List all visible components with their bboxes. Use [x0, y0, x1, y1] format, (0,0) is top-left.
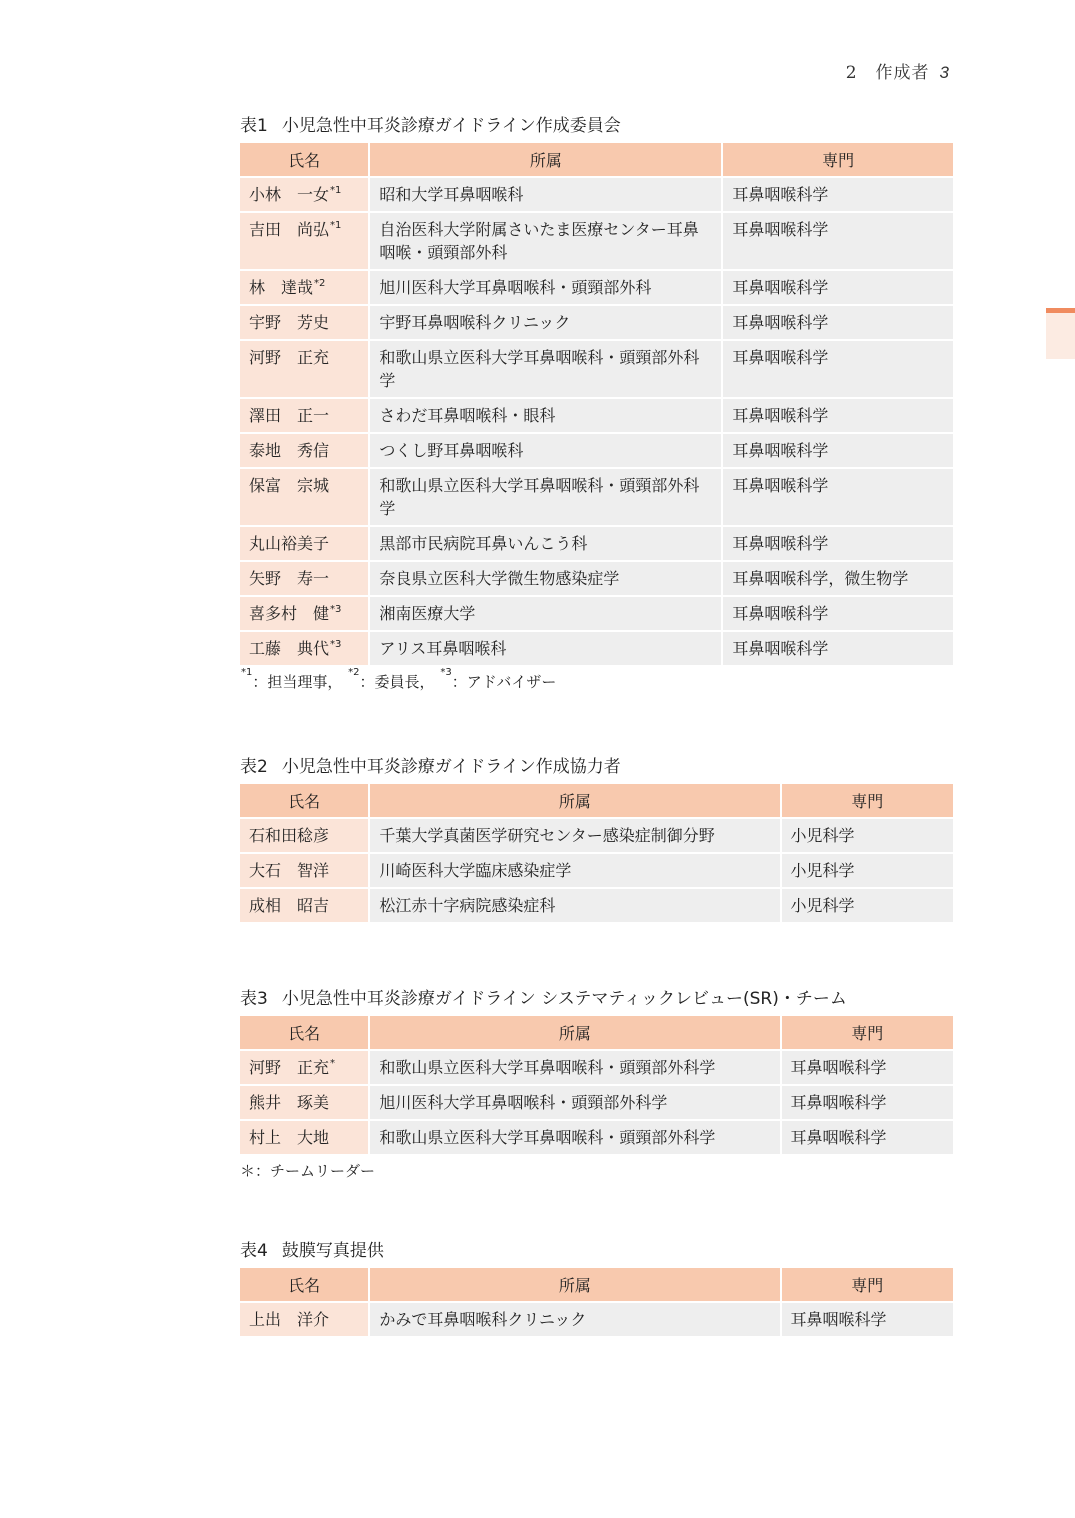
affiliation-cell: 旭川医科大学耳鼻咽喉科・頭頸部外科 — [370, 271, 721, 306]
member-name: 河野 正充 — [249, 1058, 330, 1077]
table-row — [240, 178, 953, 213]
specialty-cell: 耳鼻咽喉科学 — [723, 597, 953, 632]
member-name: 矢野 寿一 — [249, 569, 330, 588]
name-cell — [240, 341, 368, 399]
column-header: 所属 — [370, 784, 779, 819]
table-3-block — [240, 986, 953, 1181]
affiliation-cell: 黒部市民病院耳鼻いんこう科 — [370, 527, 721, 562]
column-header: 所属 — [370, 1268, 779, 1303]
specialty-cell: 耳鼻咽喉科学 — [782, 1121, 954, 1156]
member-name: 河野 正充 — [249, 348, 330, 367]
specialty-cell: 耳鼻咽喉科学 — [723, 632, 953, 667]
table-row — [240, 213, 953, 271]
specialty-cell: 耳鼻咽喉科学 — [723, 527, 953, 562]
table-title — [240, 754, 953, 780]
specialty-cell: 耳鼻咽喉科学 — [723, 306, 953, 341]
affiliation-cell: かみで耳鼻咽喉科クリニック — [370, 1303, 779, 1338]
specialty-cell: 耳鼻咽喉科学 — [723, 271, 953, 306]
header-row — [240, 1016, 953, 1051]
data-table — [238, 143, 955, 667]
specialty-cell: 耳鼻咽喉科学 — [782, 1086, 954, 1121]
affiliation-cell: さわだ耳鼻咽喉科・眼科 — [370, 399, 721, 434]
member-name: 小林 一女 — [249, 185, 330, 204]
chapter-tab — [1046, 313, 1075, 359]
table-row — [240, 597, 953, 632]
specialty-cell: 小児科学 — [782, 889, 954, 924]
name-cell — [240, 854, 368, 889]
role-marker: * — [330, 1058, 336, 1069]
table-row — [240, 819, 953, 854]
member-name: 吉田 尚弘 — [249, 220, 330, 239]
affiliation-cell: 和歌山県立医科大学耳鼻咽喉科・頭頸部外科学 — [370, 469, 721, 527]
affiliation-cell: 自治医科大学附属さいたま医療センター耳鼻咽喉・頭頸部外科 — [370, 213, 721, 271]
member-name: 林 達哉 — [249, 278, 314, 297]
page-number: 3 — [939, 63, 950, 82]
column-header: 所属 — [370, 1016, 779, 1051]
column-header: 専門 — [723, 143, 953, 178]
table-title-text: 鼓膜写真提供 — [281, 1241, 384, 1261]
role-marker: *1 — [330, 185, 342, 196]
header-row — [240, 784, 953, 819]
name-cell — [240, 1121, 368, 1156]
name-cell — [240, 469, 368, 527]
footnote-text: ：アドバイザー — [451, 673, 557, 691]
table-row — [240, 341, 953, 399]
specialty-cell: 耳鼻咽喉科学 — [723, 469, 953, 527]
member-name: 上出 洋介 — [249, 1310, 330, 1329]
table-row — [240, 399, 953, 434]
column-header: 氏名 — [240, 1268, 368, 1303]
table-title-text: 小児急性中耳炎診療ガイドライン作成委員会 — [281, 116, 621, 136]
name-cell — [240, 527, 368, 562]
affiliation-cell: アリス耳鼻咽喉科 — [370, 632, 721, 667]
specialty-cell: 耳鼻咽喉科学 — [723, 399, 953, 434]
page-header — [846, 58, 950, 83]
table-footnote — [240, 667, 953, 692]
table-row — [240, 469, 953, 527]
table-row — [240, 434, 953, 469]
name-cell — [240, 632, 368, 667]
specialty-cell: 小児科学 — [782, 819, 954, 854]
member-name: 喜多村 健 — [249, 604, 330, 623]
table-row — [240, 854, 953, 889]
member-name: 工藤 典代 — [249, 639, 330, 658]
affiliation-cell: 湘南医療大学 — [370, 597, 721, 632]
table-2-block — [240, 754, 953, 924]
table-1-block — [240, 113, 953, 692]
table-row — [240, 306, 953, 341]
header-section: 2 作成者 — [845, 63, 930, 83]
member-name: 澤田 正一 — [249, 406, 330, 425]
column-header: 専門 — [782, 784, 954, 819]
specialty-cell: 耳鼻咽喉科学 — [723, 178, 953, 213]
table-title — [240, 1238, 953, 1264]
table-row — [240, 1086, 953, 1121]
table-title — [240, 113, 953, 139]
footnote-marker: *3 — [440, 667, 452, 678]
affiliation-cell: 昭和大学耳鼻咽喉科 — [370, 178, 721, 213]
member-name: 大石 智洋 — [249, 861, 330, 880]
member-name: 熊井 琢美 — [249, 1093, 330, 1112]
member-name: 成相 昭吉 — [249, 896, 330, 915]
column-header: 所属 — [370, 143, 721, 178]
footnote-marker: *1 — [241, 667, 253, 678]
table-footnote — [240, 1160, 953, 1181]
table-row — [240, 632, 953, 667]
name-cell — [240, 1086, 368, 1121]
member-name: 宇野 芳史 — [249, 313, 330, 332]
data-table — [238, 784, 955, 924]
name-cell — [240, 1051, 368, 1086]
footnote-marker: *2 — [348, 667, 360, 678]
column-header: 氏名 — [240, 784, 368, 819]
name-cell — [240, 889, 368, 924]
affiliation-cell: 川崎医科大学臨床感染症学 — [370, 854, 779, 889]
affiliation-cell: 松江赤十字病院感染症科 — [370, 889, 779, 924]
table-row — [240, 1051, 953, 1086]
name-cell — [240, 597, 368, 632]
specialty-cell: 耳鼻咽喉科学 — [723, 434, 953, 469]
table-title-text: 小児急性中耳炎診療ガイドライン システマティックレビュー(SR)・チーム — [281, 989, 847, 1009]
name-cell — [240, 306, 368, 341]
table-title-text: 小児急性中耳炎診療ガイドライン作成協力者 — [281, 757, 621, 777]
member-name: 泰地 秀信 — [249, 441, 330, 460]
data-table — [238, 1016, 955, 1156]
table-row — [240, 562, 953, 597]
specialty-cell: 耳鼻咽喉科学 — [723, 341, 953, 399]
name-cell — [240, 1303, 368, 1338]
name-cell — [240, 819, 368, 854]
member-name: 石和田稔彦 — [249, 826, 330, 845]
table-number: 表4 — [240, 1241, 268, 1261]
affiliation-cell: つくし野耳鼻咽喉科 — [370, 434, 721, 469]
role-marker: *3 — [330, 604, 342, 615]
table-row — [240, 527, 953, 562]
affiliation-cell: 旭川医科大学耳鼻咽喉科・頭頸部外科学 — [370, 1086, 779, 1121]
name-cell — [240, 562, 368, 597]
table-row — [240, 271, 953, 306]
role-marker: *1 — [330, 220, 342, 231]
member-name: 村上 大地 — [249, 1128, 330, 1147]
affiliation-cell: 宇野耳鼻咽喉科クリニック — [370, 306, 721, 341]
table-number: 表3 — [240, 989, 268, 1009]
specialty-cell: 耳鼻咽喉科学 — [782, 1303, 954, 1338]
specialty-cell: 小児科学 — [782, 854, 954, 889]
name-cell — [240, 213, 368, 271]
column-header: 氏名 — [240, 143, 368, 178]
header-row — [240, 1268, 953, 1303]
table-row — [240, 1121, 953, 1156]
column-header: 専門 — [782, 1016, 954, 1051]
column-header: 氏名 — [240, 1016, 368, 1051]
footnote-text: ：担当理事， — [252, 673, 343, 691]
footnote-text: ：委員長， — [359, 673, 435, 691]
name-cell — [240, 178, 368, 213]
table-number: 表1 — [240, 116, 268, 136]
role-marker: *2 — [314, 278, 326, 289]
affiliation-cell: 奈良県立医科大学微生物感染症学 — [370, 562, 721, 597]
specialty-cell: 耳鼻咽喉科学，微生物学 — [723, 562, 953, 597]
table-number: 表2 — [240, 757, 268, 777]
table-title — [240, 986, 953, 1012]
affiliation-cell: 和歌山県立医科大学耳鼻咽喉科・頭頸部外科学 — [370, 1121, 779, 1156]
specialty-cell: 耳鼻咽喉科学 — [723, 213, 953, 271]
member-name: 保富 宗城 — [249, 476, 330, 495]
header-row — [240, 143, 953, 178]
member-name: 丸山裕美子 — [249, 534, 330, 553]
name-cell — [240, 434, 368, 469]
specialty-cell: 耳鼻咽喉科学 — [782, 1051, 954, 1086]
role-marker: *3 — [330, 639, 342, 650]
column-header: 専門 — [782, 1268, 954, 1303]
data-table — [238, 1268, 955, 1338]
affiliation-cell: 和歌山県立医科大学耳鼻咽喉科・頭頸部外科学 — [370, 341, 721, 399]
table-4-block — [240, 1238, 953, 1338]
affiliation-cell: 千葉大学真菌医学研究センター感染症制御分野 — [370, 819, 779, 854]
name-cell — [240, 271, 368, 306]
name-cell — [240, 399, 368, 434]
table-row — [240, 1303, 953, 1338]
footnote-text: ＊：チームリーダー — [240, 1162, 376, 1180]
affiliation-cell: 和歌山県立医科大学耳鼻咽喉科・頭頸部外科学 — [370, 1051, 779, 1086]
table-row — [240, 889, 953, 924]
